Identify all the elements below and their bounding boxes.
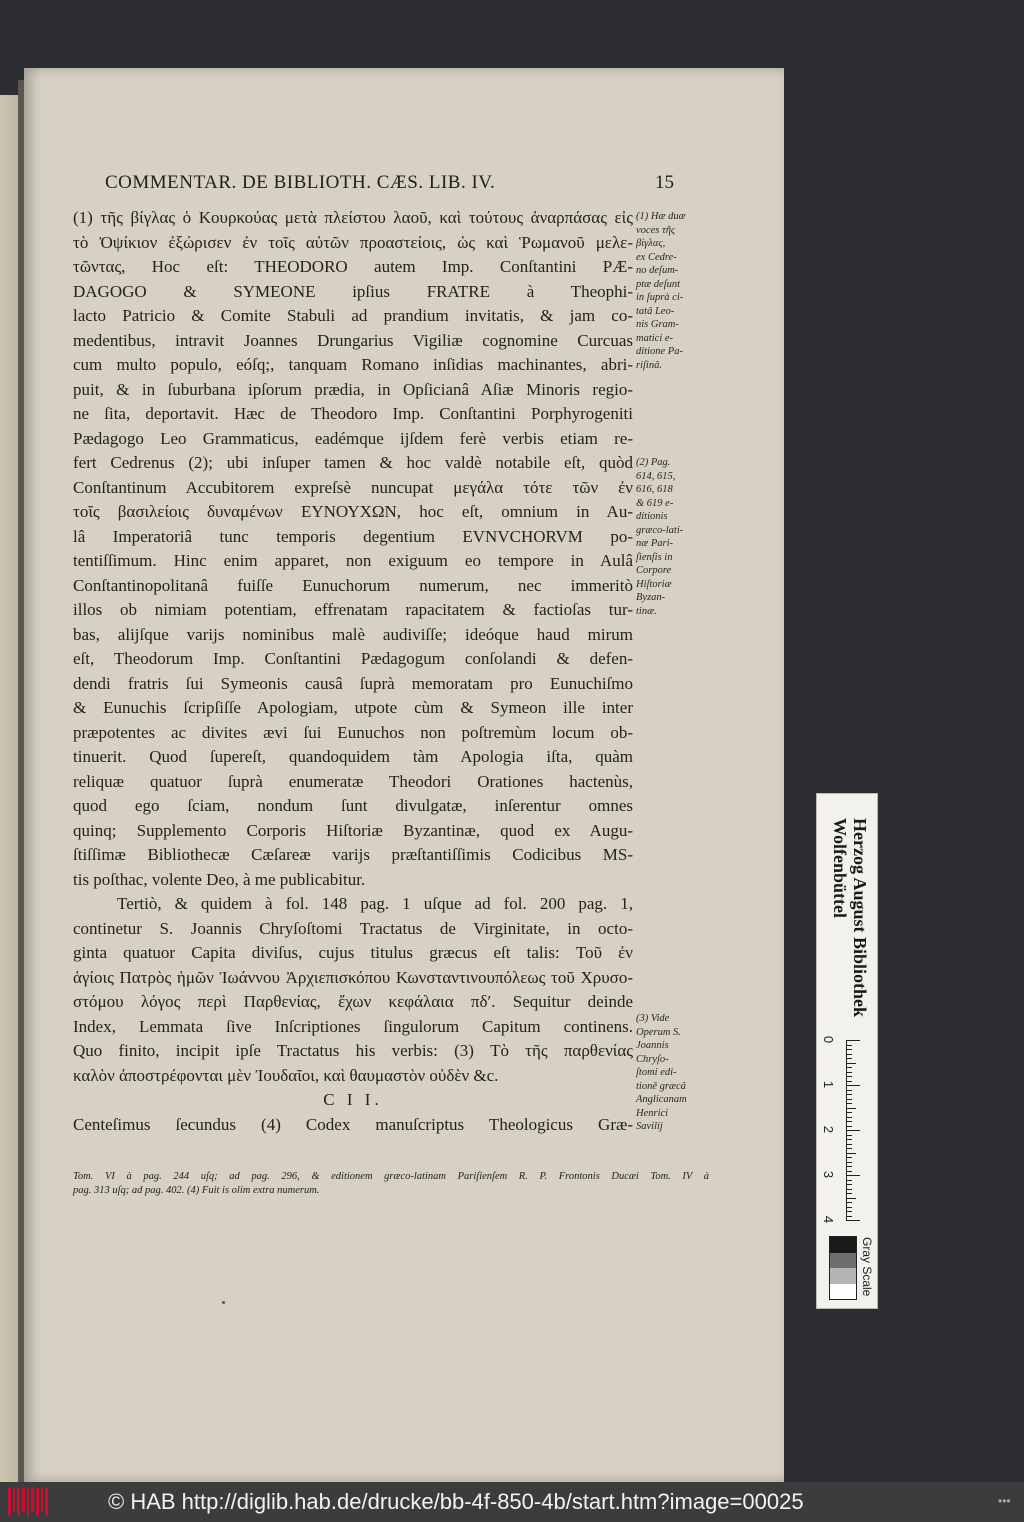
ruler-tick (846, 1108, 856, 1109)
margin-note-line: riſinâ. (636, 359, 662, 371)
ruler-tick (846, 1112, 852, 1113)
margin-note-line: (2) Pag. (636, 457, 671, 468)
margin-note-3 (636, 1012, 712, 1134)
text-line: ἁγίοις Πατρὸς ἡμῶν Ἰωάννου Ἀρχιεπισκόπου Κωνσταντινουπόλεως τοῦ Χρυσο- (73, 967, 633, 987)
footnotes (73, 1170, 709, 1198)
margin-note-line: nis Gram- (636, 319, 679, 330)
logo-bar (45, 1488, 48, 1516)
text-line: lacto Patricio & Comite Stabuli ad prandium invitatis, & jam co- (73, 306, 633, 325)
text-line: Conſtantinum Accubitorem expreſsè nuncupat μεγάλα τότε τῶν ἐν (73, 477, 633, 497)
text-line: ſtiſſimæ Bibliothecæ Cæſareæ varijs præſtantiſſimis Codicibus MS- (73, 845, 633, 864)
text-line: dendi fratris ſui Symeonis causâ ſuprà memoratam pro Eunuchiſmo (73, 673, 633, 693)
text-line: τῶντας, Hoc eſt: THEODORO autem Imp. Conſtantini PÆ- (73, 257, 633, 276)
ruler-tick (846, 1090, 852, 1091)
margin-note-line: næ Pari- (636, 538, 674, 549)
margin-note-line: no deſum- (636, 265, 679, 276)
margin-note-line: ditione Pa- (636, 346, 683, 357)
text-line: τοῖς βασιλείοις δυναμένων ΕΥΝΟΥΧΩΝ, hoc eſt, omnium in Au- (73, 502, 633, 521)
ruler-tick (846, 1135, 852, 1136)
margin-note-line: Henrici (636, 1107, 669, 1119)
margin-note-line: Joannis (636, 1040, 669, 1051)
margin-note-line: Chryſo- (636, 1053, 669, 1065)
ruler-tick (846, 1063, 856, 1064)
ruler-tick (846, 1058, 852, 1059)
ruler-tick (846, 1184, 852, 1185)
ruler-tick (846, 1076, 852, 1077)
copyright-url[interactable]: © HAB http://diglib.hab.de/drucke/bb-4f-850-4b/start.htm?image=00025 (108, 1489, 804, 1514)
margin-note-1 (636, 210, 712, 372)
margin-note-line: βίγλας, (636, 238, 666, 249)
text-line: quinq; Supplemento Corporis Hiſtoriæ Byzantinæ, quod ex Augu- (73, 820, 633, 840)
text-line: reliquæ quatuor ſuprà enumeratæ Theodori Orationes hactenùs, (73, 771, 633, 791)
text-line: Index, Lemmata ſive Inſcriptiones ſingulorum Capitum continens. (73, 1016, 633, 1036)
text-line: fert Cedrenus (2); ubi inſuper tamen & hoc valdè notabile eſt, quòd (73, 453, 633, 472)
text-line: ginta quatuor Capita diviſus, cujus titulus græcus eſt talis: Τοῦ ἐν (73, 943, 633, 962)
ruler-tick (846, 1130, 860, 1131)
ruler-tick (846, 1153, 856, 1154)
hab-logo-icon (8, 1488, 48, 1516)
ruler-tick (846, 1094, 852, 1095)
logo-bar (27, 1488, 30, 1516)
ruler-tick (846, 1054, 852, 1055)
text-line: Conſtantinopolitanâ fuiſſe Eunuchorum numerum, nec immeritò (73, 575, 633, 595)
margin-note-line: tionē græcâ (636, 1080, 686, 1092)
more-icon[interactable]: ••• (998, 1494, 1011, 1508)
text-line: & Eunuchis ſcripſiſſe Apologiam, utpote cùm & Symeon ille inter (73, 698, 633, 717)
text-line: lâ Imperatoriâ tunc temporis degentium EVNVCHORVM po- (73, 526, 633, 546)
margin-note-line: 614, 615, (636, 470, 676, 482)
ruler-tick (846, 1072, 852, 1073)
gray-cell (830, 1253, 856, 1269)
ruler-tick (846, 1171, 852, 1172)
ruler-tick (846, 1220, 860, 1221)
text-line: medentibus, intravit Joannes Drungarius Vigiliæ cognomine Curcuas (73, 330, 633, 350)
left-page-edge (0, 95, 18, 1482)
text-line: quod ego ſciam, nondum ſunt divulgatæ, inſerentur omnes (73, 796, 633, 815)
page-number: 15 (655, 172, 674, 193)
text-line: Pædagogo Leo Grammaticus, eadémque ijſdem ferè verbis etiam re- (73, 428, 633, 448)
ruler-number: 1 (821, 1080, 837, 1089)
text-line: (1) τῆς βίγλας ὁ Κουρκούας μετὰ πλείστου λαοῦ, καὶ τούτους ἀναρπάσας εἰς (73, 208, 633, 227)
ruler-tick (846, 1103, 852, 1104)
ruler-tick (846, 1045, 852, 1046)
text-line: DAGOGO & SYMEONE ipſius FRATRE à Theophi- (73, 281, 633, 301)
margin-note-line: ditionis (636, 511, 668, 522)
text-line: στόμου λόγος περὶ Παρθενίας, ἔχων κεφάλαια πδʹ. Sequitur deinde (73, 992, 633, 1011)
gray-cell (830, 1268, 856, 1284)
margin-note-line: Anglicanam (636, 1094, 687, 1105)
margin-note-line: Corpore (636, 565, 672, 576)
text-line: illos ob nimiam potentiam, effrenatam rapacitatem & factioſas tur- (73, 600, 633, 619)
text-line: Quo finito, incipit ipſe Tractatus his verbis: (3) Τὸ τῆς παρθενίας (73, 1041, 633, 1060)
section-heading: C I I. (323, 1090, 383, 1109)
ruler-tick (846, 1166, 852, 1167)
ruler-number: 0 (821, 1035, 837, 1044)
text-line: cum multo populo, eóſq;, tanquam Romano inſidias machinantes, abri- (73, 355, 633, 374)
ruler-tick (846, 1216, 852, 1217)
margin-note-line: ſtomi edi- (636, 1067, 677, 1078)
ruler-tick (846, 1144, 852, 1145)
text-line: tinuerit. Quod ſupereſt, quandoquidem tàm Apologia iſta, quàm (73, 747, 633, 766)
margin-note-line: Byzan- (636, 592, 666, 603)
ruler-tick (846, 1081, 852, 1082)
ruler-scale (821, 1035, 865, 1224)
ruler-tick (846, 1189, 852, 1190)
text-line: præpotentes ac divites ævi ſui Eunuchos non poſtremùm locum ob- (73, 722, 633, 742)
ruler-tick (846, 1040, 860, 1041)
ruler-tick (846, 1157, 852, 1158)
ruler-tick (846, 1049, 852, 1050)
logo-bar (41, 1488, 44, 1512)
logo-bar (8, 1488, 11, 1516)
logo-bar (17, 1488, 20, 1516)
ruler-tick (846, 1211, 852, 1212)
ruler-number: 3 (821, 1170, 837, 1179)
margin-note-line: & 619 e- (636, 497, 674, 509)
margin-note-line: ptæ deſunt (636, 278, 681, 290)
ruler-tick (846, 1202, 852, 1203)
margin-note-line: tatâ Leo- (636, 305, 675, 317)
ruler-tick (846, 1085, 860, 1086)
text-line: tis poſthac, volente Deo, à me publicabitur. (73, 869, 366, 889)
logo-bar (22, 1488, 25, 1512)
margin-note-line: (3) Vide (636, 1013, 670, 1024)
ruler-tick (846, 1148, 852, 1149)
ruler-number: 4 (821, 1215, 837, 1224)
library-label-line2: Wolfenbüttel (830, 818, 850, 919)
ruler-tick (846, 1175, 860, 1176)
ruler-tick (846, 1162, 852, 1163)
gray-cell (830, 1237, 856, 1253)
margin-note-line: ex Cedre- (636, 251, 677, 263)
ruler-tick (846, 1207, 852, 1208)
ruler-tick (846, 1121, 852, 1122)
margin-note-line: voces τῆς (636, 224, 676, 236)
margin-note-line: in ſuprà ci- (636, 292, 684, 303)
margin-note-line: Operum S. (636, 1026, 681, 1038)
margin-note-line: Hiſtoriæ (636, 578, 672, 590)
text-line: Tertiò, & quidem à fol. 148 pag. 1 uſque ad fol. 200 pag. 1, (117, 894, 633, 913)
gray-scale-label: Gray Scale (860, 1237, 874, 1297)
gray-scale-patch (829, 1236, 857, 1300)
text-line: bas, alijſque varijs nominibus malè audiviſſe; ideóque haud mirum (73, 624, 633, 644)
margin-note-line: ſienſis in (636, 551, 673, 563)
ruler-number: 2 (821, 1125, 837, 1134)
footnote-line: pag. 313 uſq; ad pag. 402. (4) Fuit is olim extra numerum. (73, 1185, 320, 1196)
ruler-tick (846, 1099, 852, 1100)
ruler-tick (846, 1139, 852, 1140)
library-label-line1: Herzog August Bibliothek (850, 818, 870, 1018)
logo-bar (36, 1488, 39, 1516)
library-label (830, 818, 870, 1017)
ruler-tick (846, 1180, 852, 1181)
footnote-line: Tom. VI à pag. 244 uſq; ad pag. 296, & editionem græco-latinam Pariſienſem R. P. Frontonis Ducæi Tom. IV à (73, 1171, 709, 1182)
margin-note-line: (1) Hæ duæ (636, 211, 686, 222)
margin-note-line: 616, 618 (636, 484, 673, 495)
ruler-tick (846, 1067, 852, 1068)
ruler-tick (846, 1193, 852, 1194)
text-line: Centeſimus ſecundus (4) Codex manuſcriptus Theologicus Græ- (73, 1114, 633, 1134)
running-header: COMMENTAR. DE BIBLIOTH. CÆS. LIB. IV. (105, 172, 496, 193)
text-line: eſt, Theodorum Imp. Conſtantini Pædagogum conſolandi & defen- (73, 649, 633, 668)
logo-bar (31, 1488, 34, 1512)
text-line: τὸ Ὀψίκιον ἐξώρισεν ἐν τοῖς αὐτῶν προαστείοις, ὡς καὶ Ῥωμανοῦ μελε- (73, 232, 633, 252)
ruler-tick (846, 1126, 852, 1127)
ruler-tick (846, 1198, 856, 1199)
margin-note-line: tinæ. (636, 605, 657, 617)
margin-note-line: græco-lati- (636, 524, 684, 536)
body-text (73, 206, 633, 1137)
margin-note-line: Savilij (636, 1121, 663, 1132)
ruler-tick (846, 1117, 852, 1118)
gray-cell (830, 1284, 856, 1300)
logo-bar (13, 1488, 16, 1512)
ink-spot (222, 1301, 225, 1304)
text-line: καλὸν ἀποστρέφονται μὲν Ἰουδαῖοι, καὶ θαυμαστὸν οὐδὲν &c. (73, 1065, 499, 1085)
margin-note-2 (636, 456, 712, 618)
text-line: continetur S. Joannis Chryſoſtomi Tractatus de Virginitate, in octo- (73, 918, 633, 938)
margin-note-line: matici e- (636, 332, 674, 344)
text-line: ne ſita, deportavit. Hæc de Theodoro Imp. Conſtantini Porphyrogeniti (73, 404, 633, 423)
text-line: tentiſſimum. Hinc enim apparet, non exiguum eo tempore in Aulâ (73, 551, 633, 570)
text-line: puit, & in ſuburbana ipſorum prædia, in Opſicianâ Aſiæ Minoris regio- (73, 379, 633, 399)
